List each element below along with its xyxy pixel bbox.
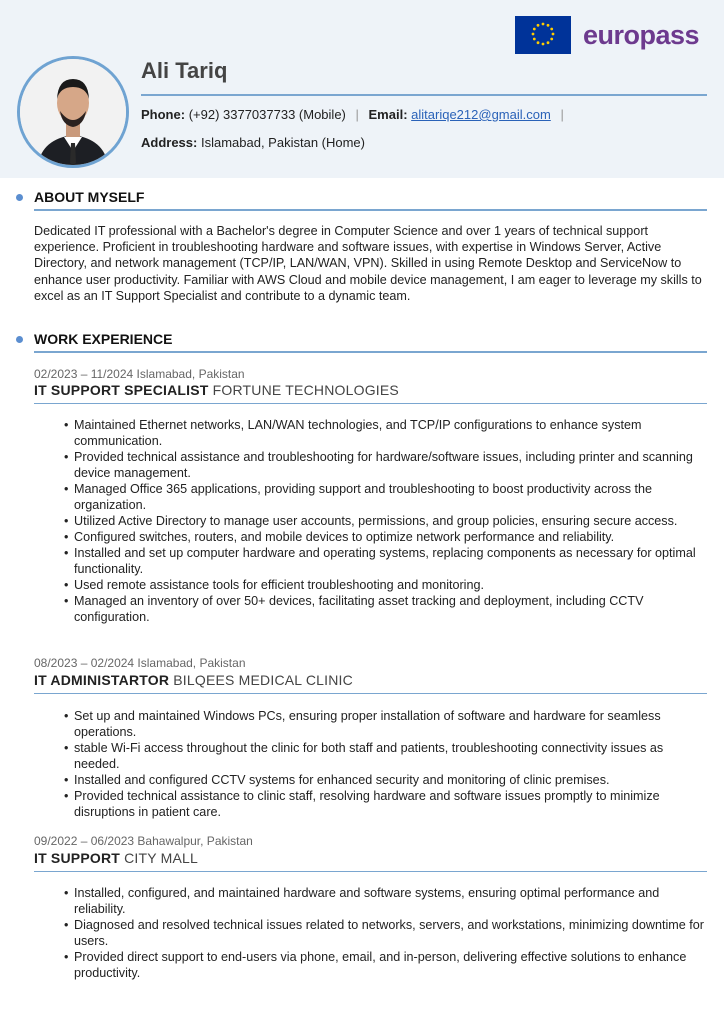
job-bullets bbox=[60, 417, 706, 625]
europass-wordmark: europass bbox=[583, 20, 700, 50]
list-item: • Provided technical assistance to clinic staff, resolving hardware and software issues promptly to minimize disruptions in patient care. bbox=[60, 788, 706, 820]
job-title bbox=[34, 382, 399, 398]
section-heading-about bbox=[16, 189, 144, 205]
name-divider bbox=[141, 94, 707, 96]
address-label: Address: bbox=[141, 135, 198, 150]
list-item: • Diagnosed and resolved technical issues related to networks, servers, and workstations, minimizing downtime for users. bbox=[60, 917, 706, 949]
section-heading-work bbox=[16, 331, 172, 347]
section-title: ABOUT MYSELF bbox=[34, 189, 145, 205]
list-item: • Installed, configured, and maintained hardware and software systems, ensuring optimal performance and reliability. bbox=[60, 885, 706, 917]
job-role: IT ADMINISTARTOR bbox=[34, 672, 170, 688]
list-item: • Provided direct support to end-users via phone, email, and in-person, delivering effective solutions to enhance productivity. bbox=[60, 949, 706, 981]
list-item: • Installed and configured CCTV systems for enhanced security and monitoring of clinic premises. bbox=[60, 772, 706, 788]
job-title bbox=[34, 850, 198, 866]
job-dates: 08/2023 – 02/2024 Islamabad, Pakistan bbox=[34, 656, 246, 670]
section-title: WORK EXPERIENCE bbox=[34, 331, 173, 347]
job-organization: FORTUNE TECHNOLOGIES bbox=[212, 382, 399, 398]
section-bullet-icon bbox=[16, 194, 23, 201]
job-divider bbox=[34, 693, 707, 694]
phone-label: Phone: bbox=[141, 107, 186, 122]
job-role: IT SUPPORT SPECIALIST bbox=[34, 382, 209, 398]
list-item: • Managed an inventory of over 50+ devices, facilitating asset tracking and deployment, including CCTV configuration. bbox=[60, 593, 706, 625]
list-item: • Installed and set up computer hardware and operating systems, replacing components as necessary for optimal functionality. bbox=[60, 545, 706, 577]
job-divider bbox=[34, 403, 707, 404]
list-item: • Managed Office 365 applications, providing support and troubleshooting to boost productivity across the organization. bbox=[60, 481, 706, 513]
job-divider bbox=[34, 871, 707, 872]
avatar bbox=[17, 56, 129, 168]
email-label: Email: bbox=[368, 107, 408, 122]
separator: | bbox=[355, 107, 359, 122]
list-item: • Set up and maintained Windows PCs, ensuring proper installation of software and hardware for seamless operations. bbox=[60, 708, 706, 740]
job-role: IT SUPPORT bbox=[34, 850, 121, 866]
job-organization: BILQEES MEDICAL CLINIC bbox=[173, 672, 353, 688]
separator: | bbox=[560, 107, 564, 122]
job-bullets bbox=[60, 708, 706, 820]
job-dates: 09/2022 – 06/2023 Bahawalpur, Pakistan bbox=[34, 834, 253, 848]
phone-value: (+92) 3377037733 (Mobile) bbox=[188, 107, 346, 122]
job-bullets bbox=[60, 885, 706, 981]
list-item: • Provided technical assistance and troubleshooting for hardware/software issues, including printer and scanning device management. bbox=[60, 449, 706, 481]
section-bullet-icon bbox=[16, 336, 23, 343]
candidate-name: Ali Tariq bbox=[141, 58, 228, 83]
list-item: • Used remote assistance tools for efficient troubleshooting and monitoring. bbox=[60, 577, 706, 593]
section-divider bbox=[34, 351, 707, 353]
eu-flag-icon bbox=[515, 16, 571, 54]
contact-line bbox=[141, 107, 570, 122]
list-item: • Configured switches, routers, and mobile devices to optimize network performance and reliability. bbox=[60, 529, 706, 545]
email-link[interactable]: alitariqe212@gmail.com bbox=[411, 107, 551, 122]
list-item: • stable Wi-Fi access throughout the clinic for both staff and patients, troubleshooting connectivity issues as needed. bbox=[60, 740, 706, 772]
job-dates: 02/2023 – 11/2024 Islamabad, Pakistan bbox=[34, 367, 245, 381]
list-item: • Utilized Active Directory to manage user accounts, permissions, and group policies, ensuring secure access. bbox=[60, 513, 706, 529]
europass-logo bbox=[515, 16, 699, 54]
job-title bbox=[34, 672, 353, 688]
section-divider bbox=[34, 209, 707, 211]
address-line bbox=[141, 135, 365, 150]
list-item: • Maintained Ethernet networks, LAN/WAN technologies, and TCP/IP configurations to enhance system communication. bbox=[60, 417, 706, 449]
address-value: Islamabad, Pakistan (Home) bbox=[200, 135, 365, 150]
job-organization: CITY MALL bbox=[124, 850, 199, 866]
about-text: Dedicated IT professional with a Bachelor's degree in Computer Science and over 1 years of technical support experience. Proficient in troubleshooting hardware and software issues, with expertise in Windows Server, Active Directory, and network management (TCP/IP, LAN/WAN, VPN). Skilled in using Remote Desktop and ServiceNow to enhance user productivity. Familiar with AWS Cloud and mobile device management, I am eager to leverage my skills to excel as an IT Support Specialist and contribute to a dynamic team. bbox=[34, 224, 702, 303]
